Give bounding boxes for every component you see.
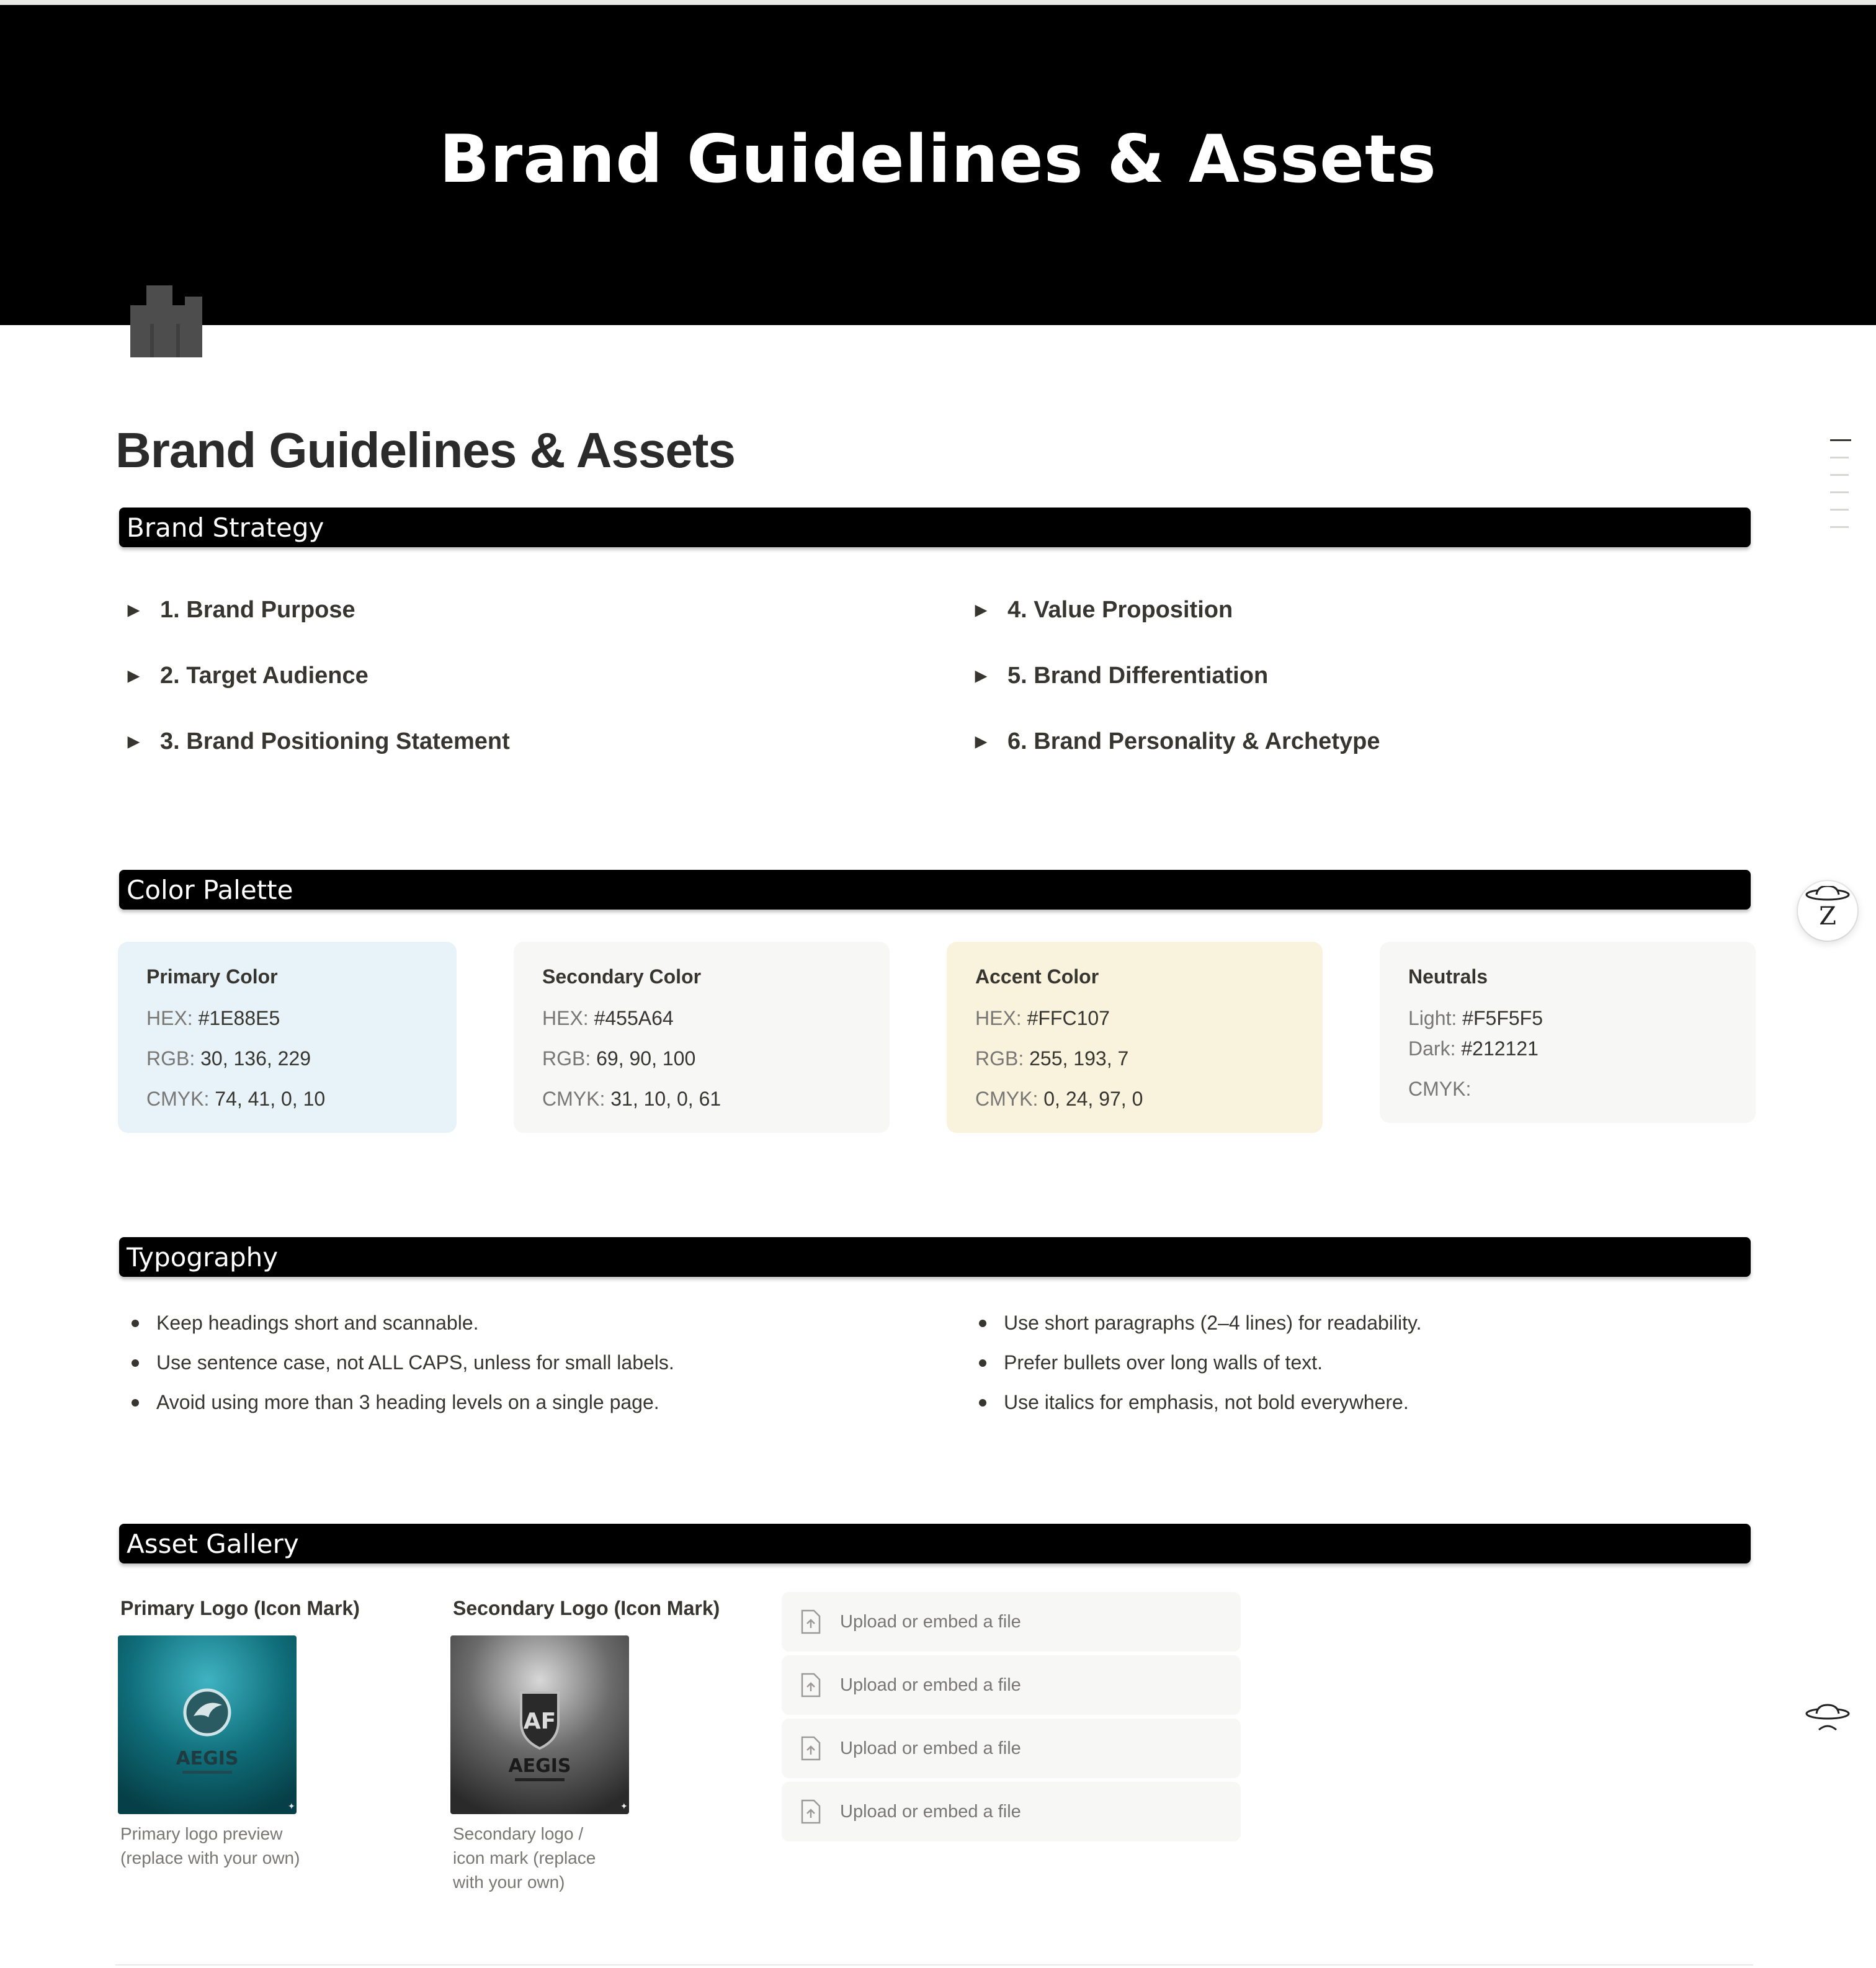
light-value: #F5F5F5 xyxy=(1462,1007,1543,1029)
card-title: Accent Color xyxy=(975,965,1099,988)
outline-line-active[interactable] xyxy=(1830,439,1851,441)
bullet-dot xyxy=(132,1320,139,1327)
card-title: Neutrals xyxy=(1408,965,1488,988)
upload-label: Upload or embed a file xyxy=(840,1611,1021,1632)
toggle-brand-positioning[interactable] xyxy=(119,728,510,755)
light-label: Light: xyxy=(1408,1007,1457,1029)
svg-text:✦: ✦ xyxy=(620,1801,628,1811)
toggle-target-audience[interactable] xyxy=(119,663,368,689)
hex-row xyxy=(146,1007,428,1030)
section-title: Typography xyxy=(127,1241,279,1272)
outline-line[interactable] xyxy=(1830,509,1849,511)
upload-file-block[interactable] xyxy=(782,1782,1241,1841)
list-item-text: Use sentence case, not ALL CAPS, unless for small labels. xyxy=(156,1351,674,1374)
logo-wordmark: AEGIS xyxy=(508,1755,571,1777)
page-title[interactable]: Brand Guidelines & Assets xyxy=(115,423,735,478)
list-item[interactable] xyxy=(967,1391,1409,1414)
cmyk-value: 31, 10, 0, 61 xyxy=(610,1088,721,1110)
rgb-label: RGB: xyxy=(542,1047,591,1070)
hex-label: HEX: xyxy=(146,1007,193,1029)
upload-file-block[interactable] xyxy=(782,1655,1241,1715)
toggle-brand-purpose[interactable] xyxy=(119,597,355,624)
triangle-right-icon[interactable]: ▶ xyxy=(128,733,140,750)
rgb-value: 69, 90, 100 xyxy=(596,1047,696,1070)
svg-text:✦: ✦ xyxy=(288,1801,295,1811)
dark-row xyxy=(1408,1037,1727,1060)
list-item[interactable] xyxy=(967,1312,1422,1335)
logo-wordmark: AEGIS xyxy=(176,1748,239,1769)
primary-logo-title: Primary Logo (Icon Mark) xyxy=(120,1597,360,1619)
hex-row xyxy=(975,1007,1294,1030)
secondary-logo-caption: Secondary logo / icon mark (replace with your own) xyxy=(453,1824,596,1892)
list-item[interactable] xyxy=(119,1312,479,1335)
svg-text:Z: Z xyxy=(1819,902,1836,931)
toggle-brand-personality[interactable] xyxy=(967,728,1380,755)
toggle-label: 2. Target Audience xyxy=(160,663,368,689)
cmyk-row xyxy=(146,1088,428,1111)
rgb-row xyxy=(542,1047,861,1070)
color-card-accent[interactable] xyxy=(947,942,1323,1133)
toggle-label: 3. Brand Positioning Statement xyxy=(160,728,510,754)
building-icon[interactable] xyxy=(129,284,203,359)
list-item[interactable] xyxy=(119,1391,659,1414)
list-item-text: Keep headings short and scannable. xyxy=(156,1312,479,1334)
file-upload-icon xyxy=(800,1609,821,1634)
bullet-dot xyxy=(132,1359,139,1367)
cmyk-label: CMYK: xyxy=(1408,1078,1472,1100)
upload-label: Upload or embed a file xyxy=(840,1801,1021,1822)
triangle-right-icon[interactable]: ▶ xyxy=(975,733,987,750)
cmyk-value: 0, 24, 97, 0 xyxy=(1043,1088,1143,1110)
hex-label: HEX: xyxy=(975,1007,1022,1029)
cmyk-label: CMYK: xyxy=(146,1088,210,1110)
notion-ai-avatar-icon[interactable] xyxy=(1798,881,1857,941)
cmyk-value: 74, 41, 0, 10 xyxy=(215,1088,326,1110)
section-header-color-palette xyxy=(119,870,1751,910)
card-title: Secondary Color xyxy=(542,965,702,988)
divider xyxy=(115,1964,1753,1966)
list-item-text: Use short paragraphs (2–4 lines) for readability. xyxy=(1004,1312,1422,1334)
rgb-label: RGB: xyxy=(146,1047,195,1070)
rgb-row xyxy=(146,1047,428,1070)
color-card-neutrals[interactable] xyxy=(1380,942,1756,1123)
upload-label: Upload or embed a file xyxy=(840,1675,1021,1695)
triangle-right-icon[interactable]: ▶ xyxy=(128,602,140,619)
toggle-label: 1. Brand Purpose xyxy=(160,597,355,623)
hex-value: #FFC107 xyxy=(1027,1007,1110,1029)
secondary-logo-image[interactable] xyxy=(450,1635,629,1814)
rgb-value: 255, 193, 7 xyxy=(1029,1047,1129,1070)
file-upload-icon xyxy=(800,1736,821,1761)
outline-line[interactable] xyxy=(1830,457,1849,458)
bullet-dot xyxy=(132,1399,139,1407)
secondary-logo-title: Secondary Logo (Icon Mark) xyxy=(453,1597,720,1619)
hex-row xyxy=(542,1007,861,1030)
primary-logo-image[interactable] xyxy=(118,1635,297,1814)
cmyk-row xyxy=(975,1088,1294,1111)
toggle-brand-differentiation[interactable] xyxy=(967,663,1268,689)
bullet-dot xyxy=(979,1359,986,1367)
upload-file-block[interactable] xyxy=(782,1592,1241,1652)
triangle-right-icon[interactable]: ▶ xyxy=(128,668,140,684)
list-item[interactable] xyxy=(967,1351,1323,1374)
dark-value: #212121 xyxy=(1461,1037,1539,1060)
triangle-right-icon[interactable]: ▶ xyxy=(975,602,987,619)
rgb-label: RGB: xyxy=(975,1047,1024,1070)
rgb-value: 30, 136, 229 xyxy=(200,1047,311,1070)
list-item[interactable] xyxy=(119,1351,674,1374)
color-card-secondary[interactable] xyxy=(514,942,890,1133)
section-header-typography xyxy=(119,1237,1751,1277)
outline-line[interactable] xyxy=(1830,526,1849,528)
outline-line[interactable] xyxy=(1830,491,1849,493)
section-title: Asset Gallery xyxy=(127,1528,299,1559)
top-divider xyxy=(0,0,1876,5)
toggle-label: 5. Brand Differentiation xyxy=(1007,663,1269,689)
svg-text:AF: AF xyxy=(523,1709,556,1734)
toggle-label: 4. Value Proposition xyxy=(1007,597,1233,623)
cmyk-label: CMYK: xyxy=(542,1088,605,1110)
dark-label: Dark: xyxy=(1408,1037,1456,1060)
upload-label: Upload or embed a file xyxy=(840,1738,1021,1758)
cmyk-row xyxy=(1408,1078,1727,1101)
cmyk-row xyxy=(542,1088,861,1111)
rgb-row xyxy=(975,1047,1294,1070)
light-row xyxy=(1408,1007,1727,1030)
toggle-label: 6. Brand Personality & Archetype xyxy=(1007,728,1380,754)
toggle-value-proposition[interactable] xyxy=(967,597,1233,624)
list-item-text: Use italics for emphasis, not bold everywhere. xyxy=(1004,1391,1409,1413)
primary-logo-caption: Primary logo preview (replace with your own) xyxy=(120,1824,300,1867)
outline-line[interactable] xyxy=(1830,474,1849,476)
cmyk-label: CMYK: xyxy=(975,1088,1038,1110)
file-upload-icon xyxy=(800,1799,821,1824)
section-title: Brand Strategy xyxy=(127,512,324,543)
triangle-right-icon[interactable]: ▶ xyxy=(975,668,987,684)
cover-banner[interactable] xyxy=(0,5,1876,325)
card-title: Primary Color xyxy=(146,965,278,988)
file-upload-icon xyxy=(800,1673,821,1697)
list-item-text: Avoid using more than 3 heading levels on a single page. xyxy=(156,1391,659,1413)
hex-label: HEX: xyxy=(542,1007,589,1029)
hex-value: #1E88E5 xyxy=(198,1007,280,1029)
notion-ai-avatar-icon[interactable] xyxy=(1803,1700,1852,1735)
bullet-dot xyxy=(979,1399,986,1407)
section-header-asset-gallery xyxy=(119,1524,1751,1563)
hex-value: #455A64 xyxy=(594,1007,674,1029)
list-item-text: Prefer bullets over long walls of text. xyxy=(1004,1351,1323,1374)
table-of-contents-outline[interactable] xyxy=(1830,439,1851,543)
section-header-brand-strategy xyxy=(119,508,1751,547)
section-title: Color Palette xyxy=(127,874,293,905)
bullet-dot xyxy=(979,1320,986,1327)
upload-file-block[interactable] xyxy=(782,1719,1241,1778)
cover-title: Brand Guidelines & Assets xyxy=(439,120,1437,197)
color-card-primary[interactable] xyxy=(118,942,457,1133)
